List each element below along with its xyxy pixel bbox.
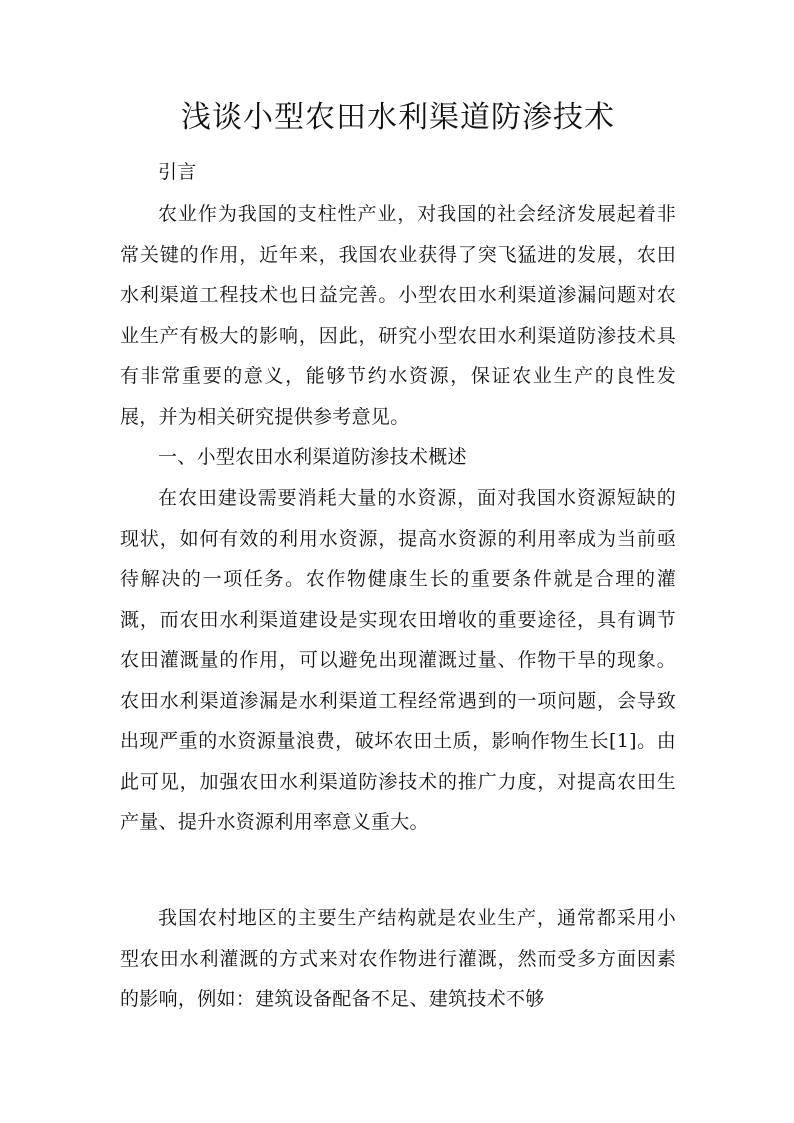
intro-heading: 引言	[158, 161, 197, 183]
intro-paragraph: 农业作为我国的支柱性产业，对我国的社会经济发展起着非常关键的作用，近年来，我国农业获得了突飞猛进的发展，农田水利渠道工程技术也日益完善。小型农田水利渠道渗漏问题对农业生产有极大的影响，因此，研究小型农田水利渠道防渗技术具有非常重要的意义，能够节约水资源，保证农业生产的良性发展，并为相关研究提供参考意见。	[120, 203, 676, 428]
document-title: 浅谈小型农田水利渠道防渗技术	[181, 100, 615, 135]
section-1-paragraph-1: 在农田建设需要消耗大量的水资源，面对我国水资源短缺的现状，如何有效的利用水资源，提高水资源的利用率成为当前亟待解决的一项任务。农作物健康生长的重要条件就是合理的灌溉，而农田水利渠道建设是实现农田增收的重要途径，具有调节农田灌溉量的作用，可以避免出现灌溉过量、作物干旱的现象。农田水利渠道渗漏是水利渠道工程经常遇到的一项问题，会导致出现严重的水资源量浪费，破坏农田土质，影响作物生长[1]。由此可见，加强农田水利渠道防渗技术的推广力度，对提高农田生产量、提升水资源利用率意义重大。	[120, 487, 676, 833]
section-1-paragraph-2: 我国农村地区的主要生产结构就是农业生产，通常都采用小型农田水利灌溉的方式来对农作物进行灌溉，然而受多方面因素的影响，例如：建筑设备配备不足、建筑技术不够	[120, 907, 676, 1010]
section-1-heading: 一、小型农田水利渠道防渗技术概述	[158, 446, 467, 468]
